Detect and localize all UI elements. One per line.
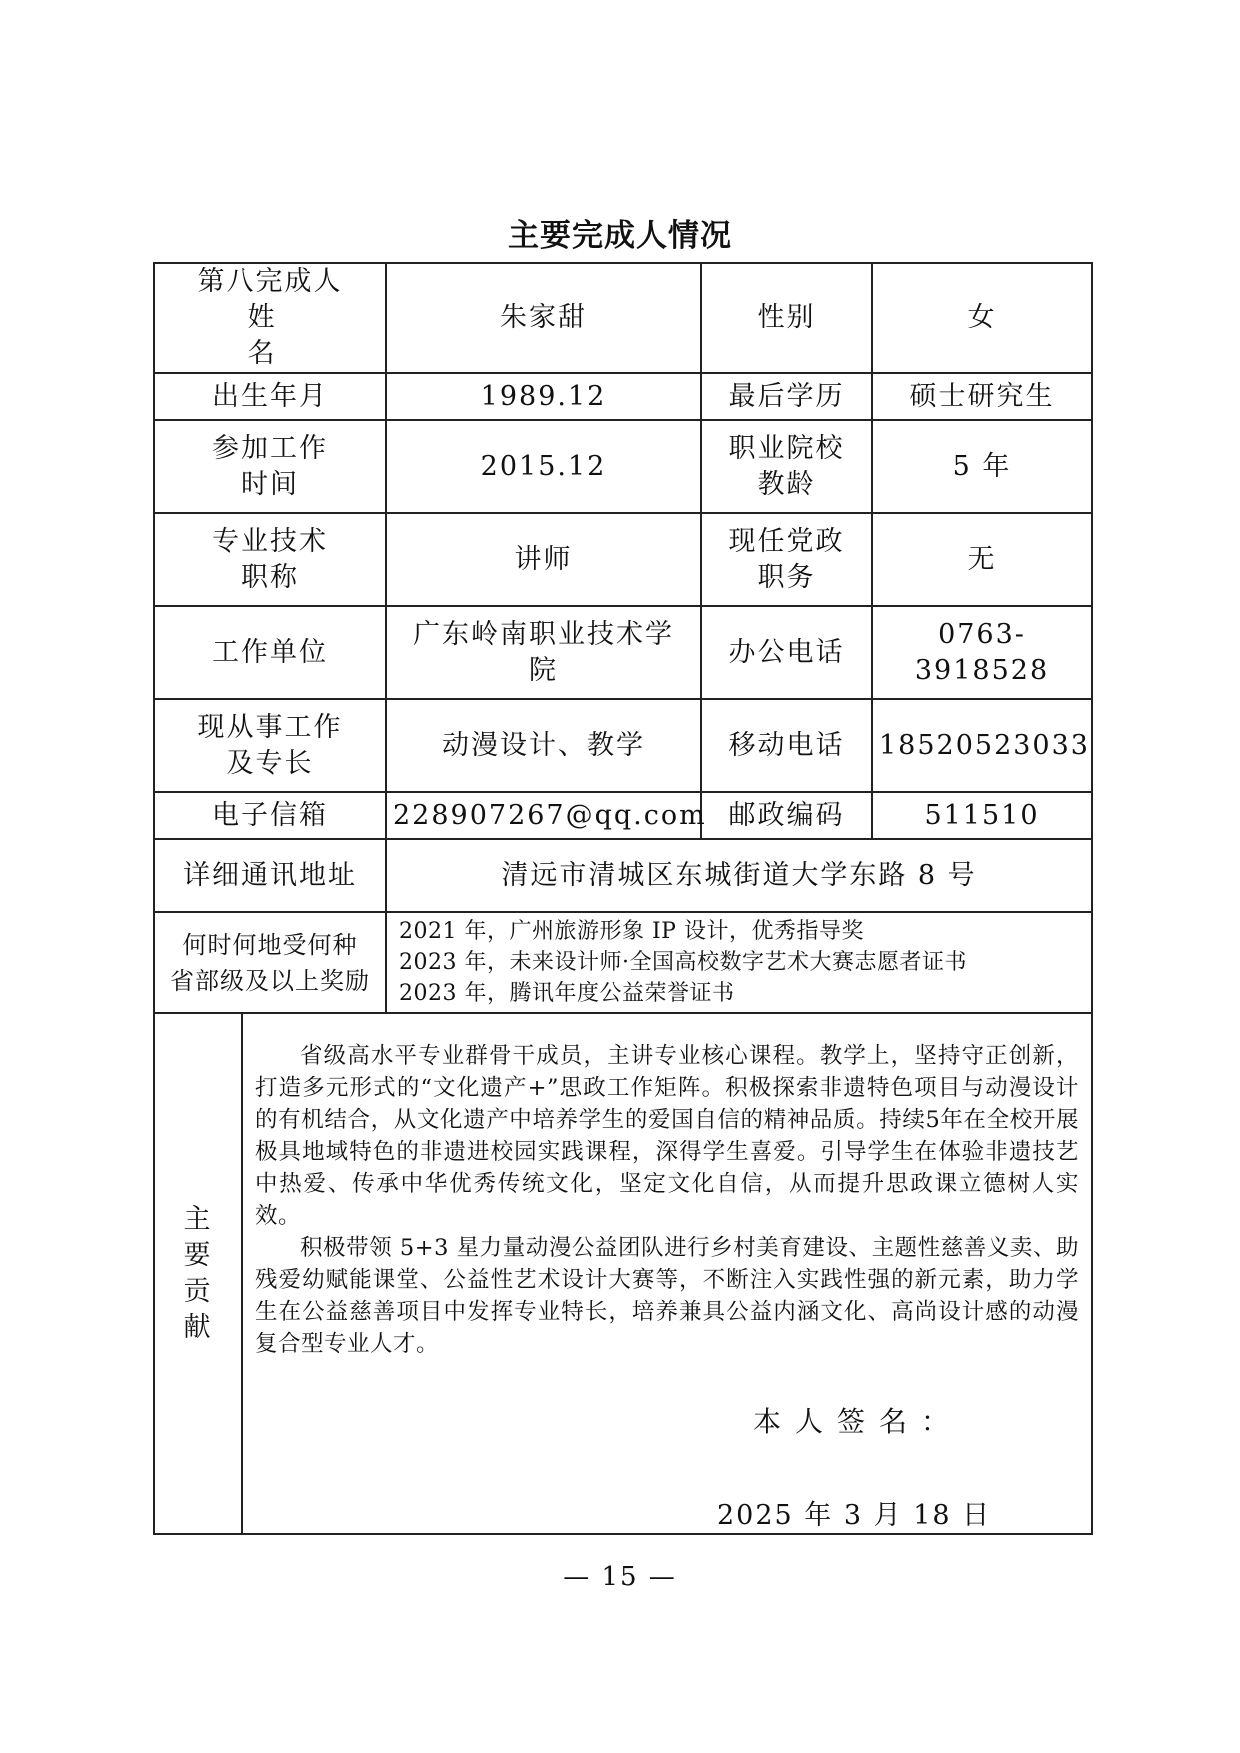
table-row	[154, 912, 1092, 1013]
specialty-label: 现从事工作 及专长	[154, 699, 386, 792]
employer-label: 工作单位	[154, 606, 386, 699]
awards-list	[386, 912, 1092, 1013]
party-post-label: 现任党政 职务	[701, 513, 872, 606]
office-phone-value: 0763-3918528	[872, 606, 1092, 699]
table-row	[154, 1013, 1092, 1534]
email-value: 228907267@qq.com	[386, 792, 701, 839]
mobile-value: 18520523033	[872, 699, 1092, 792]
page-title: 主要完成人情况	[508, 218, 732, 254]
postcode-value: 511510	[872, 792, 1092, 839]
title-label: 专业技术 职称	[154, 513, 386, 606]
table-row	[154, 699, 1092, 792]
table-row	[154, 839, 1092, 912]
contribution-content	[242, 1013, 1092, 1534]
postcode-label: 邮政编码	[701, 792, 872, 839]
page-number: — 15 —	[563, 1562, 677, 1592]
award-item: 2023 年，未来设计师·全国高校数字艺术大赛志愿者证书	[399, 950, 967, 975]
table-row	[154, 606, 1092, 699]
contribution-paragraph: 积极带领 5+3 星力量动漫公益团队进行乡村美育建设、主题性慈善义卖、助残爱幼赋能课堂、公益性艺术设计大赛等，不断注入实践性强的新元素，助力学生在公益慈善项目中发挥专业特长，培养兼具公益内涵文化、高尚设计感的动漫复合型专业人才。	[255, 1235, 1079, 1357]
signature-label: 本人签名：	[753, 1405, 964, 1438]
work-start-label: 参加工作 时间	[154, 420, 386, 513]
gender-label: 性别	[701, 263, 872, 373]
award-item: 2021 年，广州旅游形象 IP 设计，优秀指导奖	[399, 919, 864, 944]
completer-info-table	[153, 262, 1093, 1535]
contribution-paragraph: 省级高水平专业群骨干成员，主讲专业核心课程。教学上，坚持守正创新，打造多元形式的“文化遗产+”思政工作矩阵。积极探索非遗特色项目与动漫设计的有机结合，从文化遗产中培养学生的爱国自信的精神品质。持续5年在全校开展极具地域特色的非遗进校园实践课程，深得学生喜爱。引导学生在体验非遗技艺中热爱、传承中华优秀传统文化，坚定文化自信，从而提升思政课立德树人实效。	[255, 1043, 1079, 1229]
table-row	[154, 420, 1092, 513]
name-label: 第八完成人 姓 名	[154, 263, 386, 373]
teaching-years-value: 5 年	[872, 420, 1092, 513]
birth-value: 1989.12	[386, 373, 701, 420]
email-label: 电子信箱	[154, 792, 386, 839]
work-start-value: 2015.12	[386, 420, 701, 513]
award-item: 2023 年，腾讯年度公益荣誉证书	[399, 981, 735, 1006]
title-value: 讲师	[386, 513, 701, 606]
mobile-label: 移动电话	[701, 699, 872, 792]
address-value: 清远市清城区东城街道大学东路 8 号	[386, 839, 1092, 912]
table-row	[154, 513, 1092, 606]
specialty-value: 动漫设计、教学	[386, 699, 701, 792]
table-row	[154, 263, 1092, 373]
table-row	[154, 373, 1092, 420]
awards-label: 何时何地受何种 省部级及以上奖励	[154, 912, 386, 1013]
name-value: 朱家甜	[386, 263, 701, 373]
table-row	[154, 792, 1092, 839]
education-value: 硕士研究生	[872, 373, 1092, 420]
contribution-text	[243, 1014, 1091, 1360]
address-label: 详细通讯地址	[154, 839, 386, 912]
party-post-value: 无	[872, 513, 1092, 606]
education-label: 最后学历	[701, 373, 872, 420]
employer-value: 广东岭南职业技术学 院	[386, 606, 701, 699]
gender-value: 女	[872, 263, 1092, 373]
contribution-label: 主 要 贡 献	[154, 1013, 242, 1534]
teaching-years-label: 职业院校 教龄	[701, 420, 872, 513]
birth-label: 出生年月	[154, 373, 386, 420]
signature-date: 2025 年 3 月 18 日	[717, 1500, 992, 1531]
office-phone-label: 办公电话	[701, 606, 872, 699]
